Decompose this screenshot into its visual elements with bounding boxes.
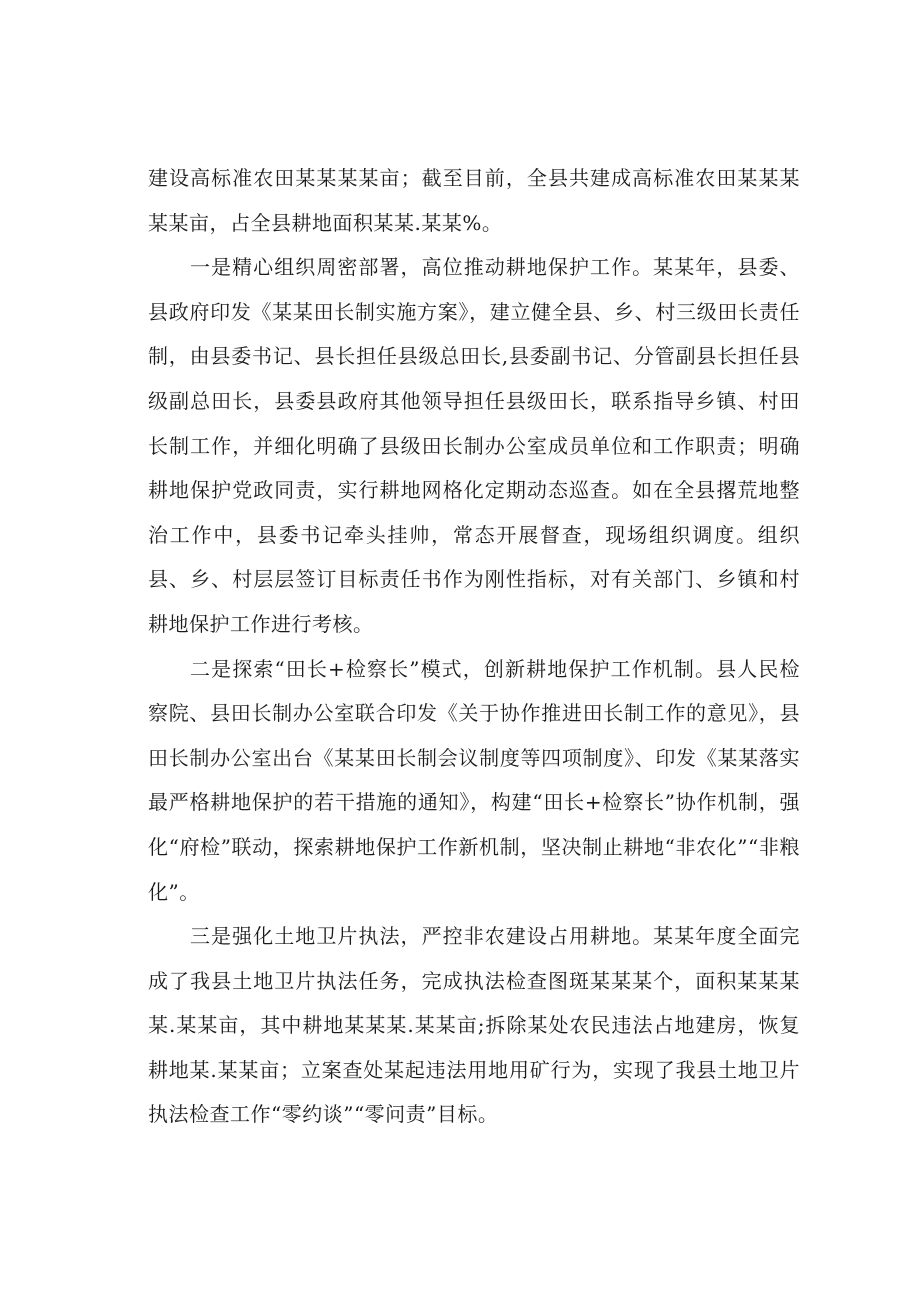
document-body bbox=[148, 156, 800, 1137]
paragraph-point-two: 二是探索“田长+检察长”模式，创新耕地保护工作机制。县人民检察院、县田长制办公室联合印发《关于协作推进田长制工作的意见》，县田长制办公室出台《某某田长制会议制度等四项制度》、印发《某某落实最严格耕地保护的若干措施的通知》，构建“田长+检察长”协作机制，强化“府检”联动，探索耕地保护工作新机制，坚决制止耕地“非农化”“非粮化”。 bbox=[148, 656, 800, 904]
paragraph-continuation: 建设高标准农田某某某某亩；截至目前，全县共建成高标准农田某某某某某亩，占全县耕地面积某某.某某%。 bbox=[148, 166, 800, 235]
paragraph-point-three: 三是强化土地卫片执法，严控非农建设占用耕地。某某年度全面完成了我县土地卫片执法任务，完成执法检查图斑某某某个，面积某某某某.某某亩，其中耕地某某某.某某亩;拆除某处农民违法占地建房，恢复耕地某.某某亩；立案查处某起违法用地用矿行为，实现了我县土地卫片执法检查工作“零约谈”“零问责”目标。 bbox=[148, 924, 800, 1127]
paragraph-point-one: 一是精心组织周密部署，高位推动耕地保护工作。某某年，县委、县政府印发《某某田长制实施方案》，建立健全县、乡、村三级田长责任制，由县委书记、县长担任县级总田长,县委副书记、分管副县长担任县级副总田长，县委县政府其他领导担任县级田长，联系指导乡镇、村田长制工作，并细化明确了县级田长制办公室成员单位和工作职责；明确耕地保护党政同责，实行耕地网格化定期动态巡查。如在全县撂荒地整治工作中，县委书记牵头挂帅，常态开展督查，现场组织调度。组织县、乡、村层层签订目标责任书作为刚性指标，对有关部门、乡镇和村耕地保护工作进行考核。 bbox=[148, 255, 800, 636]
